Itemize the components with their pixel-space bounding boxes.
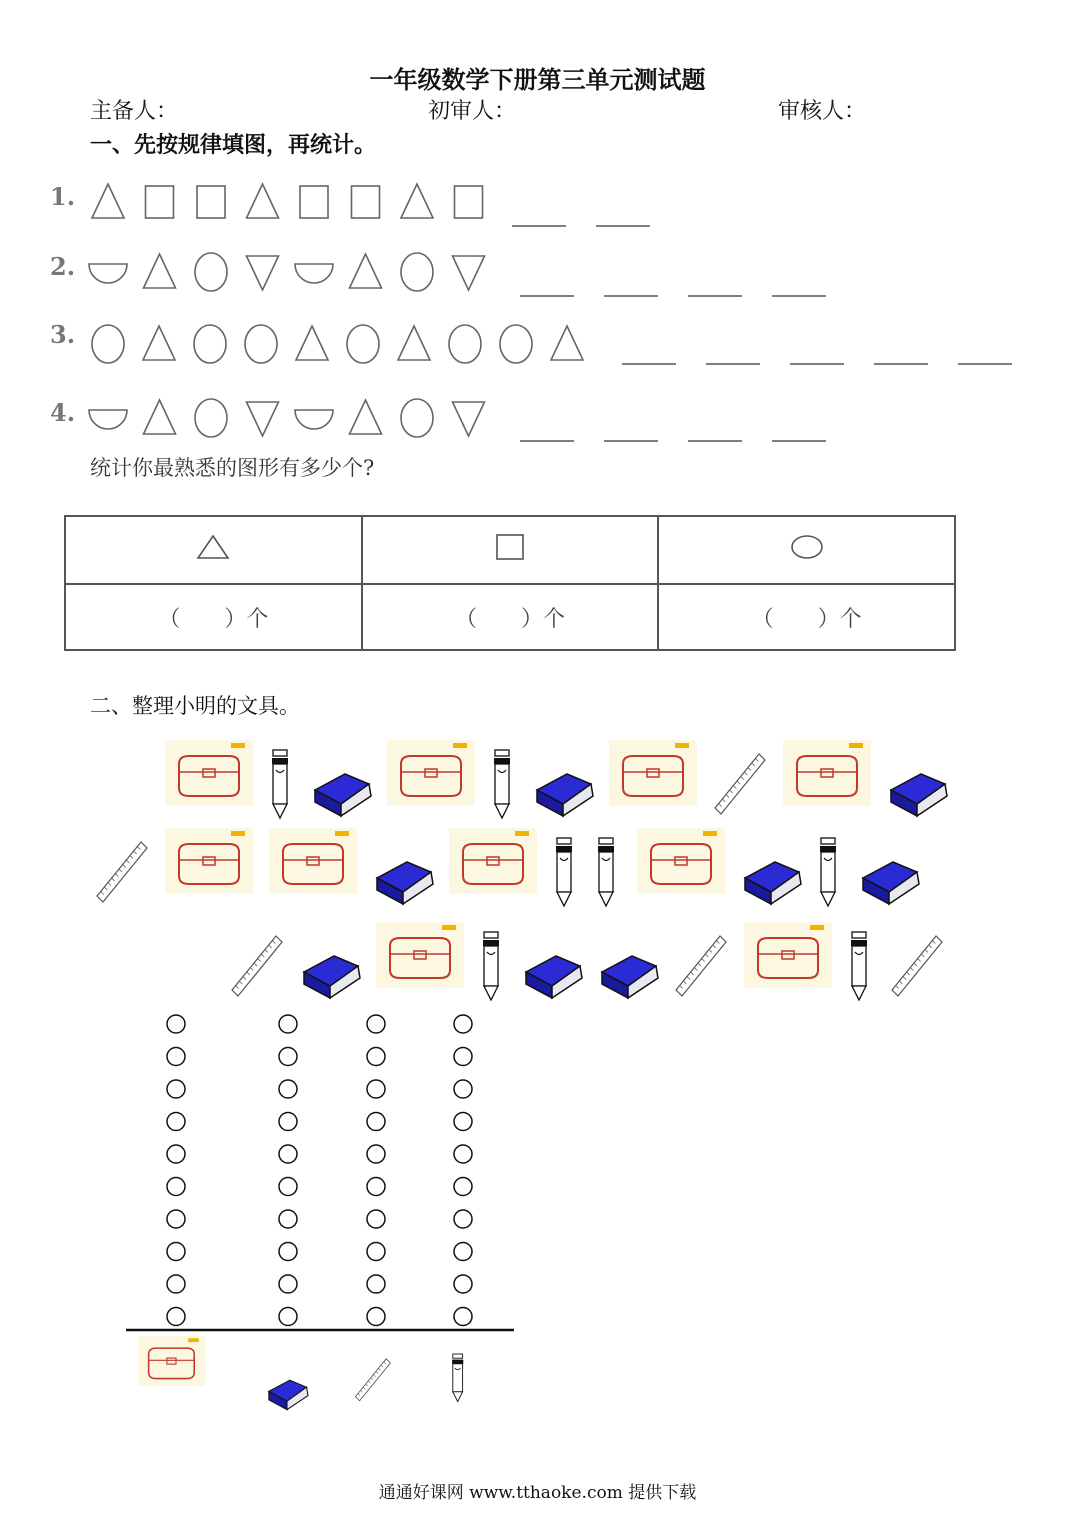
tally-circle[interactable] [367, 1308, 385, 1326]
circle-shape [195, 399, 227, 437]
stat-header-circle [658, 516, 955, 584]
section2-heading: 二、整理小明的文具。 [90, 694, 300, 718]
tally-circle[interactable] [167, 1210, 185, 1228]
circle-shape [92, 325, 124, 363]
tally-circle[interactable] [454, 1080, 472, 1098]
circle-shape [245, 325, 277, 363]
row-number: 4. [50, 398, 76, 427]
pencil-case-icon [165, 828, 253, 894]
semicircle-shape [295, 410, 333, 429]
triangle-shape [350, 400, 382, 434]
tally-circle[interactable] [279, 1210, 297, 1228]
circle-shape [401, 399, 433, 437]
inverted-triangle-shape [247, 256, 279, 290]
semicircle-shape [89, 264, 127, 283]
tally-circle[interactable] [454, 1015, 472, 1033]
circle-shape [195, 253, 227, 291]
tally-circle[interactable] [279, 1308, 297, 1326]
pencil-case-icon [637, 828, 725, 894]
semicircle-shape [295, 264, 333, 283]
tally-circle[interactable] [454, 1275, 472, 1293]
triangle-shape [398, 326, 430, 360]
tally-circle[interactable] [367, 1145, 385, 1163]
pencil-case-icon [387, 740, 475, 806]
row-number: 2. [50, 252, 76, 281]
pattern-shapes [0, 0, 1075, 460]
tally-circle[interactable] [167, 1015, 185, 1033]
triangle-shape [247, 184, 279, 218]
question-text: 统计你最熟悉的图形有多少个? [90, 456, 375, 480]
tally-circle[interactable] [367, 1243, 385, 1261]
tally-circle[interactable] [167, 1113, 185, 1131]
tally-circle[interactable] [279, 1243, 297, 1261]
pencil-icon [598, 838, 614, 906]
tally-circle[interactable] [367, 1080, 385, 1098]
tally-circle[interactable] [367, 1113, 385, 1131]
eraser-icon [602, 956, 658, 998]
stat-header-square [362, 516, 659, 584]
triangle-shape [143, 326, 175, 360]
stationery-area [0, 730, 1075, 1430]
tally-circle[interactable] [367, 1015, 385, 1033]
tally-circle[interactable] [279, 1178, 297, 1196]
pencil-case-icon [783, 740, 871, 806]
eraser-icon [863, 862, 919, 904]
tally-circle[interactable] [454, 1113, 472, 1131]
ruler-icon [892, 936, 942, 996]
triangle-shape [144, 254, 176, 288]
reviewer-label: 审核人： [778, 99, 867, 124]
tally-circle[interactable] [454, 1210, 472, 1228]
eraser-icon [269, 1380, 308, 1409]
triangle-shape [144, 400, 176, 434]
triangle-shape [401, 184, 433, 218]
square-shape [352, 186, 380, 218]
inverted-triangle-shape [247, 402, 279, 436]
ruler-icon [97, 842, 147, 902]
tally-circle[interactable] [167, 1308, 185, 1326]
square-shape [300, 186, 328, 218]
pencil-icon [556, 838, 572, 906]
triangle-icon [196, 534, 230, 560]
triangle-shape [92, 184, 124, 218]
tally-circle[interactable] [454, 1145, 472, 1163]
page-title: 一年级数学下册第三单元测试题 [369, 65, 706, 94]
tally-circle[interactable] [279, 1015, 297, 1033]
tally-circle[interactable] [454, 1178, 472, 1196]
tally-circle[interactable] [167, 1048, 185, 1066]
triangle-shape [296, 326, 328, 360]
triangle-shape [350, 254, 382, 288]
tally-circle[interactable] [167, 1178, 185, 1196]
tally-circle[interactable] [167, 1275, 185, 1293]
preparer-label: 主备人： [90, 99, 179, 124]
pencil-case-icon [165, 740, 253, 806]
stat-table [64, 515, 956, 651]
pencil-icon [494, 750, 510, 818]
circle-shape [449, 325, 481, 363]
square-icon [495, 533, 525, 561]
tally-circle[interactable] [367, 1048, 385, 1066]
pencil-icon [452, 1354, 463, 1402]
stat-count-triangle[interactable]: （ ）个 [65, 584, 362, 650]
tally-circle[interactable] [367, 1178, 385, 1196]
eraser-icon [304, 956, 360, 998]
pencil-case-icon [376, 922, 464, 988]
stat-header-triangle [65, 516, 362, 584]
pencil-icon [820, 838, 836, 906]
tally-circle[interactable] [279, 1275, 297, 1293]
tally-circle[interactable] [167, 1080, 185, 1098]
semicircle-shape [89, 410, 127, 429]
square-shape [455, 186, 483, 218]
stat-count-square[interactable]: （ ）个 [362, 584, 659, 650]
square-shape [146, 186, 174, 218]
row-number: 1. [50, 182, 76, 211]
ruler-icon [355, 1359, 390, 1401]
tally-circle[interactable] [454, 1048, 472, 1066]
tally-circle[interactable] [167, 1145, 185, 1163]
eraser-icon [891, 774, 947, 816]
pencil-icon [272, 750, 288, 818]
square-shape [197, 186, 225, 218]
triangle-shape [551, 326, 583, 360]
tally-circle[interactable] [454, 1243, 472, 1261]
tally-circle[interactable] [279, 1048, 297, 1066]
tally-circle[interactable] [279, 1080, 297, 1098]
eraser-icon [377, 862, 433, 904]
tally-circle[interactable] [454, 1308, 472, 1326]
section1-heading: 一、先按规律填图，再统计。 [90, 132, 377, 158]
circle-shape [401, 253, 433, 291]
inverted-triangle-shape [453, 256, 485, 290]
eraser-icon [526, 956, 582, 998]
circle-shape [194, 325, 226, 363]
tally-circle[interactable] [279, 1145, 297, 1163]
pencil-case-icon [138, 1336, 205, 1386]
pencil-icon [483, 932, 499, 1000]
pencil-case-icon [269, 828, 357, 894]
eraser-icon [315, 774, 371, 816]
circle-icon [790, 534, 824, 560]
tally-circle[interactable] [367, 1275, 385, 1293]
pencil-case-icon [449, 828, 537, 894]
ruler-icon [715, 754, 765, 814]
first-reviewer-label: 初审人： [428, 99, 517, 124]
pencil-case-icon [609, 740, 697, 806]
circle-shape [500, 325, 532, 363]
row-number: 3. [50, 320, 76, 349]
inverted-triangle-shape [453, 402, 485, 436]
ruler-icon [232, 936, 282, 996]
tally-circle[interactable] [279, 1113, 297, 1131]
eraser-icon [537, 774, 593, 816]
tally-circle[interactable] [167, 1243, 185, 1261]
pencil-case-icon [744, 922, 832, 988]
tally-circle[interactable] [367, 1210, 385, 1228]
footer-text: 通通好课网 www.tthaoke.com 提供下载 [378, 1483, 697, 1503]
pencil-icon [851, 932, 867, 1000]
eraser-icon [745, 862, 801, 904]
circle-shape [347, 325, 379, 363]
stat-count-circle[interactable]: （ ）个 [658, 584, 955, 650]
ruler-icon [676, 936, 726, 996]
